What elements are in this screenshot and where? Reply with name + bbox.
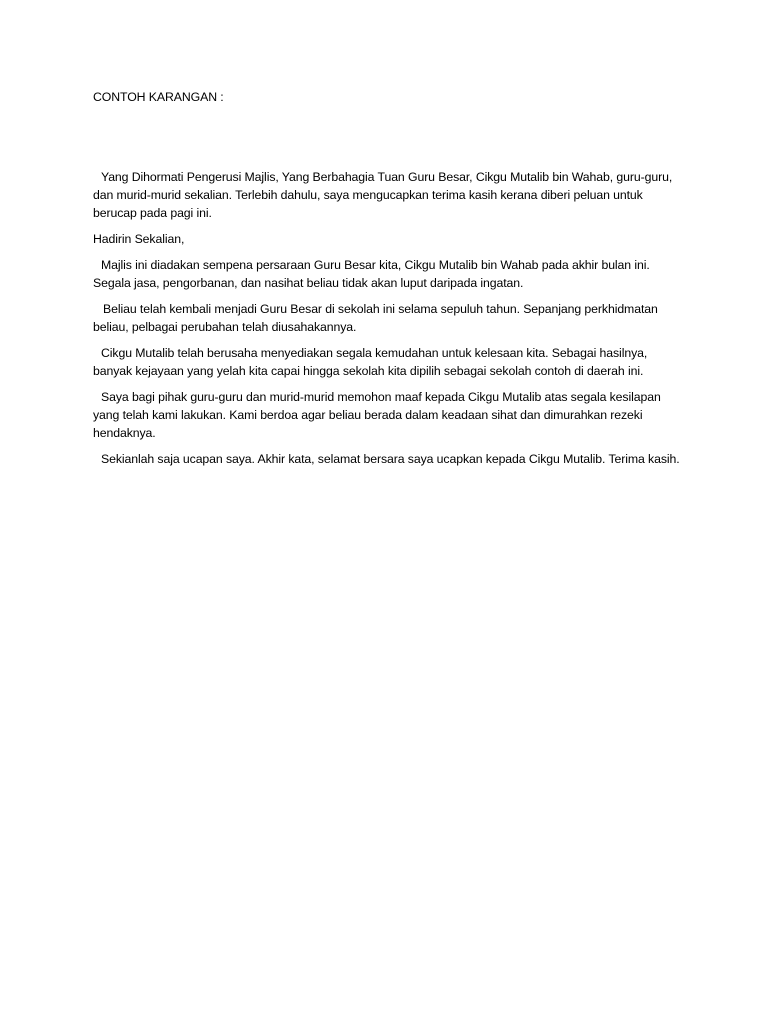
document-page	[93, 88, 683, 466]
document-title: CONTOH KARANGAN :	[93, 90, 224, 104]
document-body	[93, 168, 683, 476]
paragraph-retirement: Majlis ini diadakan sempena persaraan Guru Besar kita, Cikgu Mutalib bin Wahab pada akhir bulan ini. Segala jasa, pengorbanan, dan nasihat beliau tidak akan luput daripada ingatan.	[93, 258, 650, 290]
salutation: Hadirin Sekalian,	[93, 232, 185, 246]
opening-paragraph: Yang Dihormati Pengerusi Majlis, Yang Berbahagia Tuan Guru Besar, Cikgu Mutalib bin Wahab, guru-guru, dan murid-murid sekalian. Terlebih dahulu, saya mengucapkan terima kasih kerana diberi peluan untuk berucap pada pagi ini.	[93, 170, 673, 220]
paragraph-apology: Saya bagi pihak guru-guru dan murid-murid memohon maaf kepada Cikgu Mutalib atas segala kesilapan yang telah kami lakukan. Kami berdoa agar beliau berada dalam keadaan sihat dan dimurahkan rezeki hendaknya.	[93, 390, 661, 440]
closing-paragraph: Sekianlah saja ucapan saya. Akhir kata, selamat bersara saya ucapkan kepada Cikgu Mutalib. Terima kasih.	[101, 452, 680, 466]
paragraph-service: Beliau telah kembali menjadi Guru Besar di sekolah ini selama sepuluh tahun. Sepanjang perkhidmatan beliau, pelbagai perubahan telah diusahakannya.	[93, 302, 658, 334]
paragraph-achievements: Cikgu Mutalib telah berusaha menyediakan segala kemudahan untuk kelesaan kita. Sebagai hasilnya, banyak kejayaan yang yelah kita capai hingga sekolah kita dipilih sebagai sekolah contoh di daerah ini.	[93, 346, 648, 378]
